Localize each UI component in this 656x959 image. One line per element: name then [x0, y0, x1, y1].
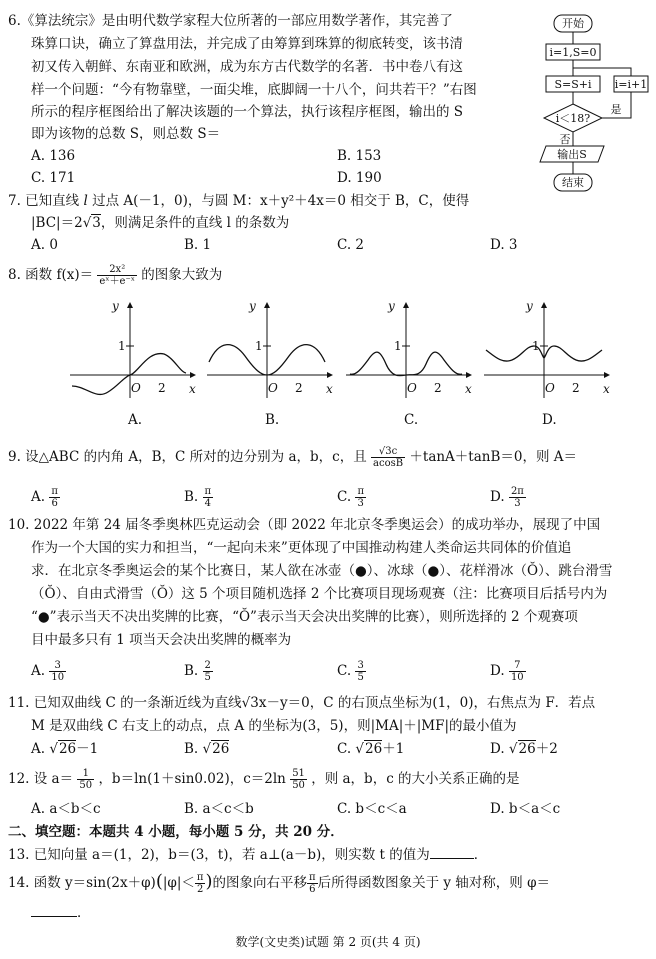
option-a: A. $\frac{3}{10}$ — [31, 660, 65, 683]
q6-line: 珠算口诀，确立了算盘用法，并完成了由筹算到珠算的彻底转变，该书清 — [31, 36, 463, 52]
q12-stem: 12. 设 a＝ $\frac{1}{50}$ ，b＝ln(1＋sin0.02)，c＝2ln $\frac{51}{50}$ ，则 a，b，c 的大小关系正确的是 — [8, 768, 520, 791]
option-a: A. √26－1 — [31, 741, 99, 757]
option-a: A. 136 — [31, 148, 76, 164]
q7-text: 相交于 B，C，使得 — [345, 193, 470, 209]
tick-y-label: 1 — [255, 339, 263, 353]
tick-x-label: 2 — [158, 381, 166, 395]
q8-fraction — [97, 264, 137, 287]
option-c: C. b＜c＜a — [337, 801, 407, 817]
q14-stem: 14. 函数 y＝sin(2x＋φ)(|φ|＜ $\frac{\pi}{2}$ )的图象向右平移 $\frac{\pi}{6}$ 后所得函数图象关于 y 轴对称，则 φ＝ — [8, 871, 551, 895]
option-b: B. $\frac{\pi}{4}$ — [184, 486, 212, 509]
option-c: C. √26＋1 — [337, 741, 405, 757]
q9-text: 9. 设△ABC 的内角 A，B，C 所对的边分别为 a，b，c，且 — [8, 449, 367, 465]
option-d: D. $\frac{2\pi}{3}$ — [490, 486, 524, 509]
origin-label: O — [131, 381, 141, 395]
tick-x-label: 2 — [572, 381, 580, 395]
tick-y-label: 1 — [532, 339, 540, 353]
q7-text: ，则满足条件的直线 l 的条数为 — [100, 215, 290, 231]
answer-blank[interactable] — [430, 858, 474, 859]
q13-stem: 13. 已知向量 a＝(1，2)，b＝(3，t)，若 a⊥(a－b)，则实数 t 的值为 ． — [8, 847, 488, 863]
tick-y-label: 1 — [394, 339, 402, 353]
origin-label: O — [545, 381, 555, 395]
q6-line: 所示的程序框图给出了解决该题的一个算法，执行该程序框图，输出的 S — [31, 104, 464, 120]
axis-y-label: y — [388, 300, 395, 313]
flow-output-label: 输出S — [557, 148, 587, 161]
q12-fraction-c: $\frac{51}{50}$ — [292, 768, 305, 791]
q10-line: 目中最多只有 1 项当天会决出奖牌的概率为 — [31, 632, 292, 648]
flowchart — [534, 10, 652, 200]
q6-line: 初又传入朝鲜、东南亚和欧洲，成为东方古代数学的名著．书中卷八有这 — [31, 59, 463, 75]
graph-d-label: D. — [542, 412, 557, 428]
q10-line: 10. 2022 年第 24 届冬季奥林匹克运动会（即 2022 年北京冬季奥运会）的成功举办，展现了中国 — [8, 517, 601, 533]
graph-b-label: B. — [265, 412, 280, 428]
option-d: D. √26＋2 — [490, 741, 558, 757]
option-b: B. 153 — [337, 148, 382, 164]
flow-end-label: 结束 — [562, 176, 584, 189]
q8-text: 的图象大致为 — [141, 267, 223, 283]
q7-line: |BC|＝2√3，则满足条件的直线 l 的条数为 — [31, 215, 290, 231]
graph-a-label: A. — [128, 412, 143, 428]
axis-y-label: y — [249, 300, 256, 313]
flow-yes-label: 是 — [610, 103, 622, 116]
axis-y-label: y — [526, 300, 533, 313]
flow-init-label: i=1,S=0 — [549, 46, 597, 59]
flow-no-label: 否 — [559, 133, 571, 146]
q9-numerator: √3c — [371, 446, 405, 458]
option-b: B. a＜c＜b — [184, 801, 254, 817]
option-a: A. 0 — [31, 237, 58, 253]
section-heading: 二、填空题：本题共 4 小题，每小题 5 分，共 20 分． — [8, 824, 344, 840]
flow-sum-label: S=S+i — [554, 78, 592, 91]
option-c: C. 2 — [337, 237, 365, 253]
q10-line: （Ŏ）、自由式滑雪（Ŏ）这 5 个项目随机选择 2 个比赛项目现场观赛（注：比赛项目后括号内为 — [31, 586, 608, 602]
axis-x-label: x — [465, 382, 472, 396]
option-c: C. $\frac{\pi}{3}$ — [337, 486, 365, 509]
q9-denominator: acosB — [373, 458, 404, 469]
flow-start-label: 开始 — [562, 17, 584, 30]
option-c: C. 171 — [31, 170, 76, 186]
q10-line: 作为一个大国的实力和担当，“一起向未来”更体现了中国推动构建人类命运共同体的价值追 — [31, 540, 572, 556]
q9-fraction — [371, 446, 405, 469]
q10-line: 求．在北京冬季奥运会的某个比赛日，某人欲在冰壶（●）、冰球（●）、花样滑冰（Ŏ）、跳台滑雪 — [31, 563, 613, 579]
origin-label: O — [407, 381, 417, 395]
origin-label: O — [268, 381, 278, 395]
q7-line — [8, 192, 469, 210]
q8-stem — [8, 264, 222, 287]
q14-answer: ． — [31, 904, 91, 922]
q11-line: 11. 已知双曲线 C 的一条渐近线为直线√3x－y＝0，C 的右顶点坐标为(1，0)，右焦点为 F．若点 — [8, 695, 596, 711]
q7-circle-equation: ＋y²＋4x＝0 — [267, 193, 346, 209]
option-d: D. 3 — [490, 237, 518, 253]
axis-x-label: x — [326, 382, 333, 396]
graph-c-label: C. — [404, 412, 419, 428]
option-b: B. 1 — [184, 237, 212, 253]
graph-b — [205, 300, 335, 400]
q9-text: ＋tanA＋tanB＝0，则 A＝ — [409, 449, 578, 465]
option-b: B. $\frac{2}{5}$ — [184, 660, 211, 683]
option-a: A. a＜b＜c — [31, 801, 101, 817]
q10-line: “●”表示当天不决出奖牌的比赛，“Ŏ”表示当天会决出奖牌的比赛），则所选择的 2 个观赛项 — [31, 609, 578, 625]
q7-text: 7. 已知直线 — [8, 193, 84, 209]
page-footer: 数学(文史类)试题 第 2 页(共 4 页) — [235, 935, 421, 949]
axis-x-label: x — [189, 382, 196, 396]
axis-y-label: y — [112, 300, 119, 313]
graph-c — [344, 300, 474, 400]
option-d: D. $\frac{7}{10}$ — [490, 660, 524, 683]
q7-sqrt: 3 — [92, 215, 101, 231]
q8-numerator: 2x² — [97, 264, 137, 276]
q7-text: l — [83, 193, 88, 209]
q12-fraction-a: $\frac{1}{50}$ — [79, 768, 93, 791]
axis-x-label: x — [603, 382, 610, 396]
graph-d — [482, 300, 612, 400]
q8-text: 8. 函数 f(x)＝ — [8, 267, 94, 283]
q9-stem — [8, 446, 577, 469]
q6-line: 样一个问题：“今有物靠壁，一面尖堆，底脚阔一十八个，问共若干？”右图 — [31, 82, 477, 98]
q6-line: 即为该物的总数 S，则总数 S＝ — [31, 126, 221, 142]
tick-x-label: 2 — [295, 381, 303, 395]
tick-x-label: 2 — [434, 381, 442, 395]
flow-cond-label: i＜18? — [555, 112, 591, 125]
graph-a — [68, 300, 198, 400]
q7-text: 过点 A(－1，0)，与圆 M：x — [87, 193, 268, 209]
option-a: A. $\frac{\pi}{6}$ — [31, 486, 58, 509]
option-d: D. 190 — [337, 170, 382, 186]
q11-line: M 是双曲线 C 右支上的动点，点 A 的坐标为(3，5)，则|MA|＋|MF|的最小值为 — [31, 718, 517, 734]
option-d: D. b＜a＜c — [490, 801, 561, 817]
option-b: B. √26 — [184, 741, 230, 757]
q8-denominator: eˣ＋e⁻ˣ — [99, 276, 135, 287]
tick-y-label: 1 — [118, 339, 126, 353]
q6-line: 6.《算法统宗》是由明代数学家程大位所著的一部应用数学著作，其完善了 — [8, 13, 453, 29]
answer-blank[interactable] — [31, 916, 77, 917]
flow-inc-label: i=i+1 — [614, 78, 648, 91]
q7-text: |BC|＝2 — [31, 215, 83, 231]
option-c: C. $\frac{3}{5}$ — [337, 660, 364, 683]
